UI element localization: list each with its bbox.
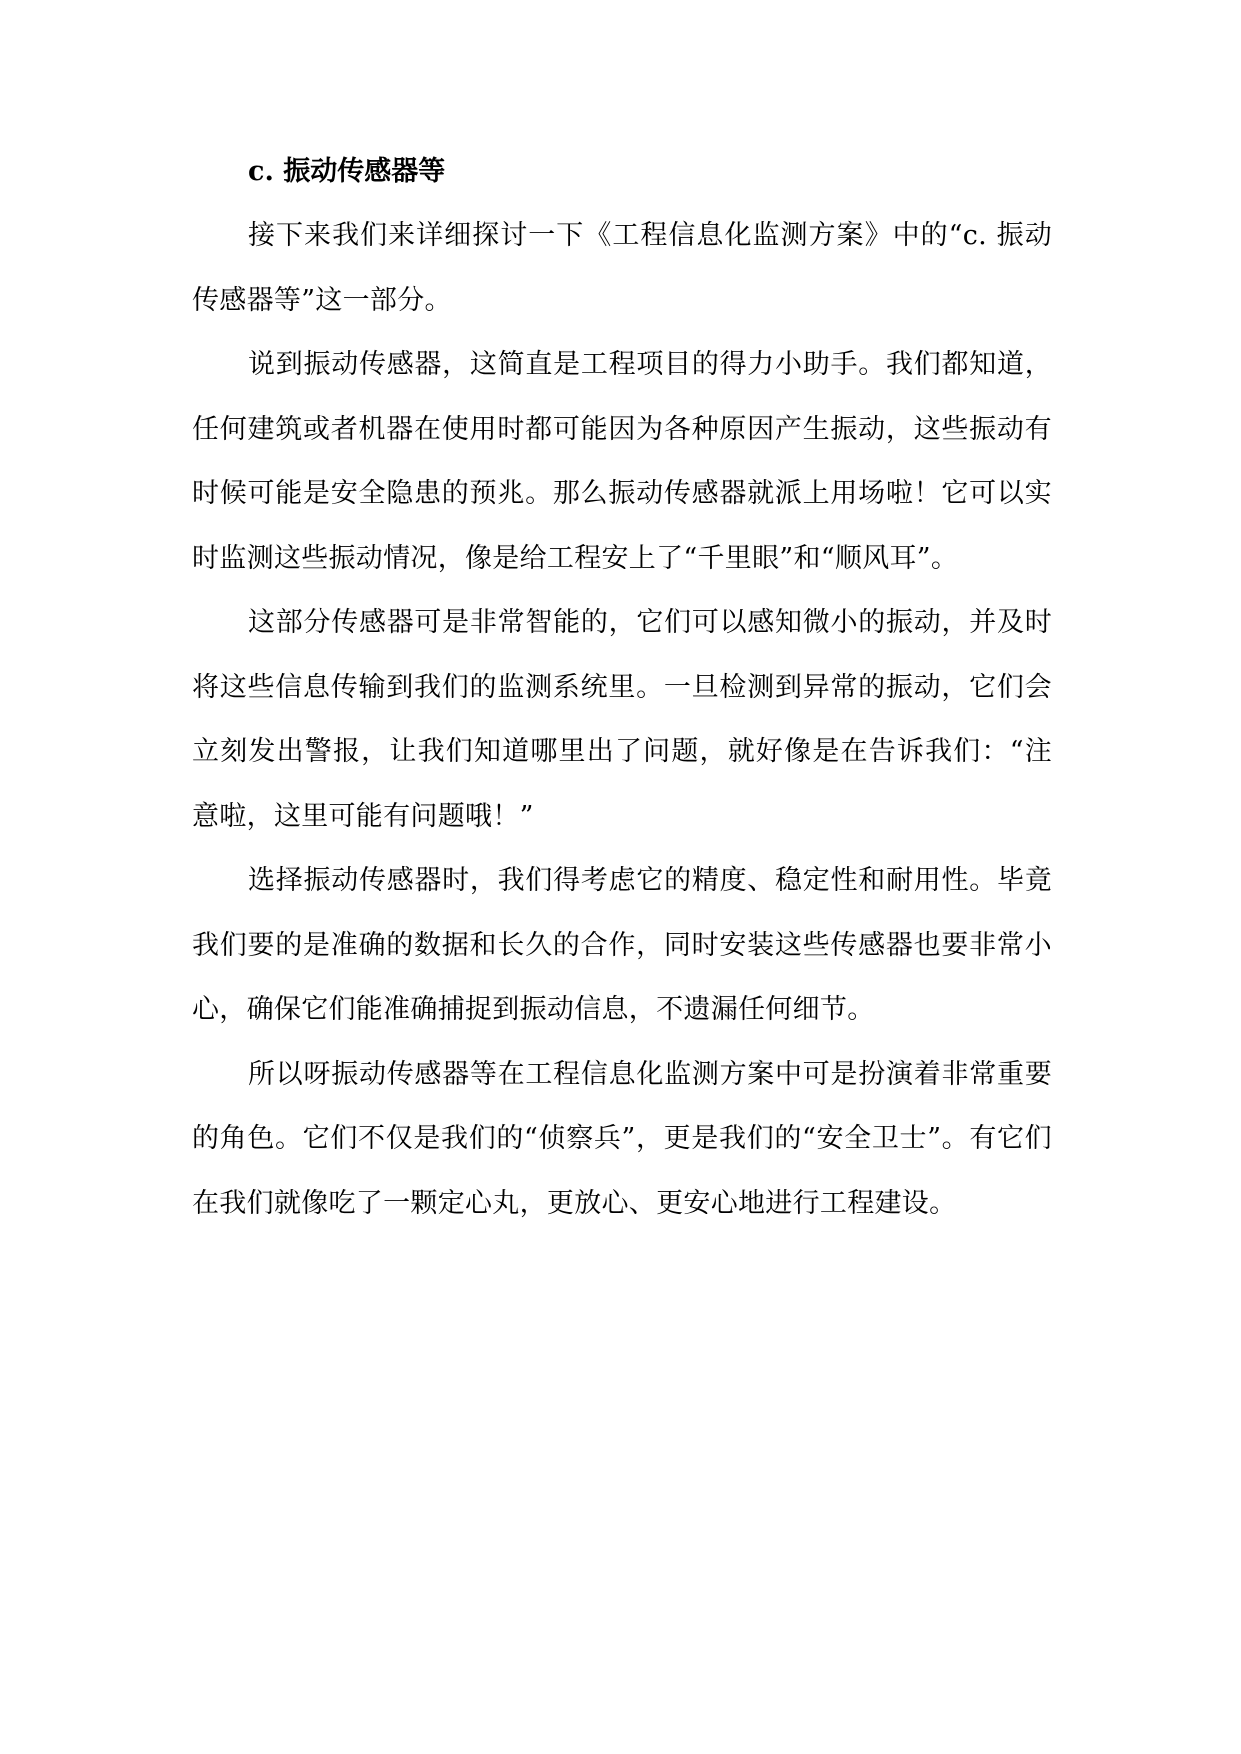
document-page xyxy=(192,140,1052,1236)
paragraph-role: 说到振动传感器，这简直是工程项目的得力小助手。我们都知道，任何建筑或者机器在使用时都可能因为各种原因产生振动，这些振动有时候可能是安全隐患的预兆。那么振动传感器就派上用场啦！它可以实时监测这些振动情况，像是给工程安上了“千里眼”和“顺风耳”。 xyxy=(192,349,1052,574)
paragraph-selection: 选择振动传感器时，我们得考虑它的精度、稳定性和耐用性。毕竟我们要的是准确的数据和长久的合作，同时安装这些传感器也要非常小心，确保它们能准确捕捉到振动信息，不遗漏任何细节。 xyxy=(192,865,1052,1025)
section-heading: c. 振动传感器等 xyxy=(248,156,446,187)
paragraph-intro: 接下来我们来详细探讨一下《工程信息化监测方案》中的“c. 振动传感器等”这一部分。 xyxy=(192,220,1052,316)
paragraph-conclusion: 所以呀振动传感器等在工程信息化监测方案中可是扮演着非常重要的角色。它们不仅是我们的“侦察兵”，更是我们的“安全卫士”。有它们在我们就像吃了一颗定心丸，更放心、更安心地进行工程建设。 xyxy=(192,1058,1052,1219)
paragraph-function: 这部分传感器可是非常智能的，它们可以感知微小的振动，并及时将这些信息传输到我们的监测系统里。一旦检测到异常的振动，它们会立刻发出警报，让我们知道哪里出了问题，就好像是在告诉我们：“注意啦，这里可能有问题哦！” xyxy=(192,607,1052,832)
